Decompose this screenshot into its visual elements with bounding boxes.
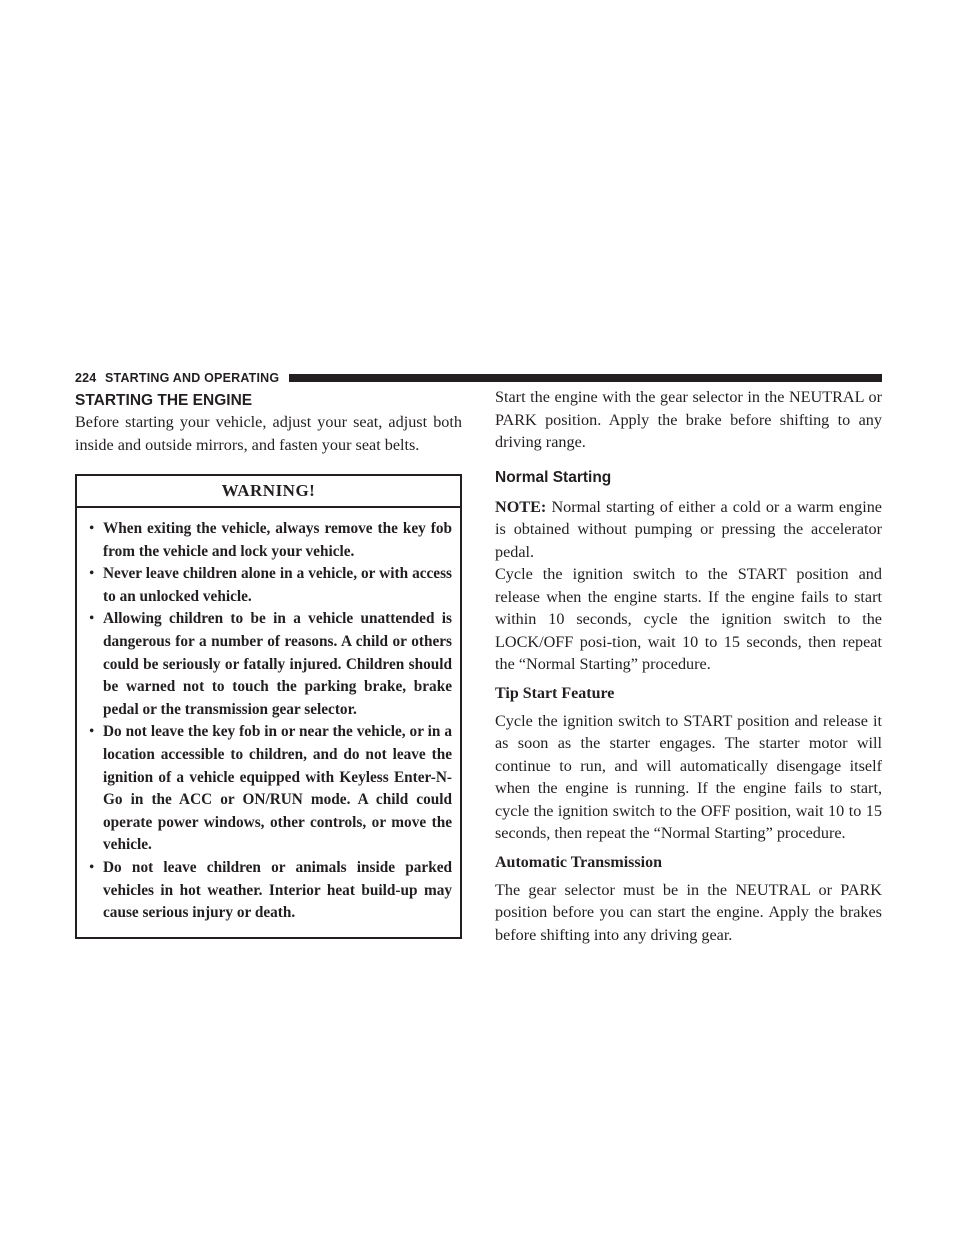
intro-paragraph: Before starting your vehicle, adjust your seat, adjust both inside and outside mirrors, and fasten your seat belts. — [75, 413, 462, 454]
automatic-transmission-heading: Automatic Transmission — [495, 853, 662, 871]
header-rule — [289, 374, 882, 382]
warning-item — [89, 518, 452, 563]
warning-item-text: Allowing children to be in a vehicle unattended is dangerous for a number of reasons. A child or others could be seriously or fatally injured. Children should be warned not to touch the parking brake, brake pedal or the transmission gear selector. — [103, 610, 452, 718]
bullet-icon: • — [89, 520, 95, 537]
warning-item — [89, 608, 452, 721]
bullet-icon: • — [89, 858, 95, 876]
note-paragraph — [495, 496, 882, 564]
note-label: NOTE: — [495, 497, 547, 516]
warning-title: WARNING! — [77, 476, 460, 508]
section-heading: STARTING THE ENGINE — [75, 392, 253, 409]
warning-item-text: Do not leave the key fob in or near the vehicle, or in a location accessible to children, and do not leave the ignition of a vehicle equipped with Keyless Enter-N-Go in the ACC or ON/RUN mode. A child could operate power windows, other controls, or move the vehicle. — [103, 723, 452, 854]
warning-list — [77, 508, 460, 937]
warning-item — [89, 857, 452, 925]
normal-starting-paragraph: Cycle the ignition switch to the START position and release when the engine starts. If the engine fails to start within 10 seconds, cycle the ignition switch to the LOCK/OFF posi-tion, wait 10 to 15 seconds, then repeat the “Normal Starting” procedure. — [495, 565, 882, 673]
left-column — [75, 391, 462, 939]
bullet-icon: • — [89, 723, 95, 741]
page-header — [75, 371, 882, 385]
warning-item-text: Never leave children alone in a vehicle, or with access to an unlocked vehicle. — [103, 565, 452, 605]
normal-starting-heading: Normal Starting — [495, 468, 612, 486]
tip-start-heading: Tip Start Feature — [495, 684, 615, 702]
warning-item-text: When exiting the vehicle, always remove the key fob from the vehicle and lock your vehicle. — [103, 520, 452, 560]
note-text: Normal starting of either a cold or a warm engine is obtained without pumping or pressing the accelerator pedal. — [495, 497, 882, 561]
warning-item-text: Do not leave children or animals inside parked vehicles in hot weather. Interior heat build-up may cause serious injury or death. — [103, 858, 452, 922]
section-title: STARTING AND OPERATING — [105, 371, 280, 385]
right-column — [495, 386, 882, 946]
bullet-icon: • — [89, 565, 95, 583]
warning-item — [89, 563, 452, 608]
page-number: 224 — [75, 371, 97, 385]
start-paragraph: Start the engine with the gear selector in the NEUTRAL or PARK position. Apply the brake before shifting to any driving range. — [495, 388, 882, 451]
bullet-icon: • — [89, 610, 95, 628]
warning-item — [89, 721, 452, 857]
automatic-transmission-paragraph: The gear selector must be in the NEUTRAL or PARK position before you can start the engine. Apply the brakes before shifting into any driving gear. — [495, 880, 882, 944]
tip-start-paragraph: Cycle the ignition switch to START position and release it as soon as the starter engages. The starter motor will continue to run, and will automatically disengage itself when the engine is running. If the engine fails to start, cycle the ignition switch to the OFF position, wait 10 to 15 seconds, then repeat the “Normal Starting” procedure. — [495, 711, 882, 842]
warning-box — [75, 474, 462, 939]
